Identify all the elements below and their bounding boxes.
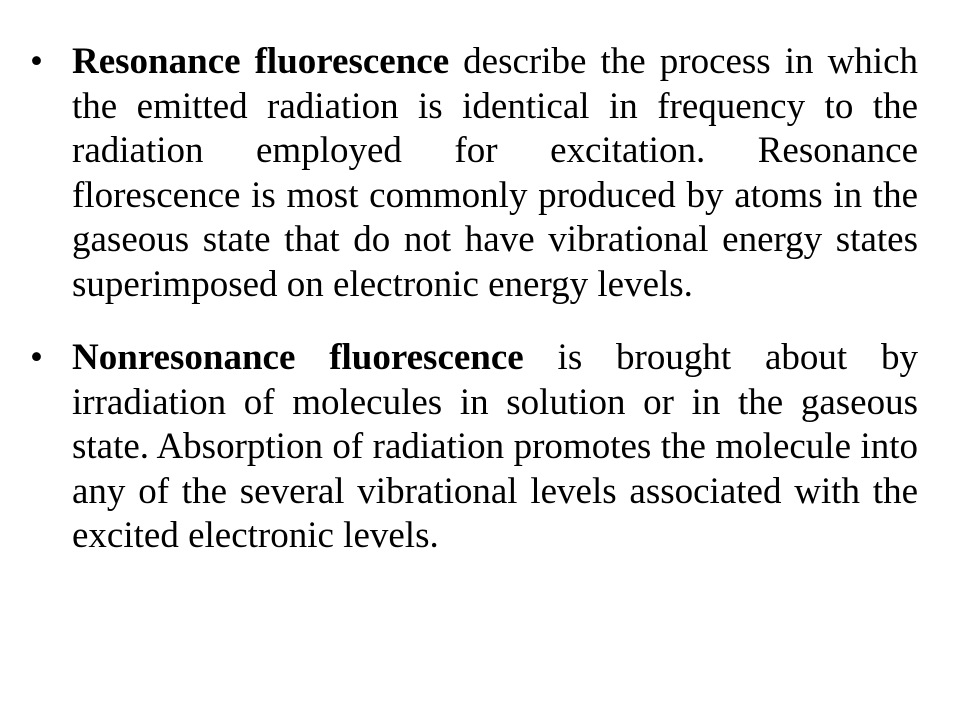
bullet-text: describe the process in which the emitted radiation is identical in frequency to the radiation employed for excitation. Resonance florescence is most commonly produced by atoms in the gaseous state that do not have vibrational energy states superimposed on electronic energy levels. (72, 41, 919, 305)
bullet-list (30, 40, 918, 559)
bullet-dot-icon: • (30, 41, 43, 82)
bullet-term: Resonance fluorescence (72, 41, 450, 82)
bullet-term: Nonresonance fluorescence (72, 337, 524, 378)
bullet-nonresonance-fluorescence (30, 336, 918, 559)
bullet-text: is brought about by irradiation of molecules in solution or in the gaseous state. Absorption of radiation promotes the molecule into any of the several vibrational levels associated with the excited electronic levels. (72, 337, 918, 556)
bullet-dot-icon: • (30, 337, 43, 378)
bullet-resonance-fluorescence (30, 40, 918, 307)
